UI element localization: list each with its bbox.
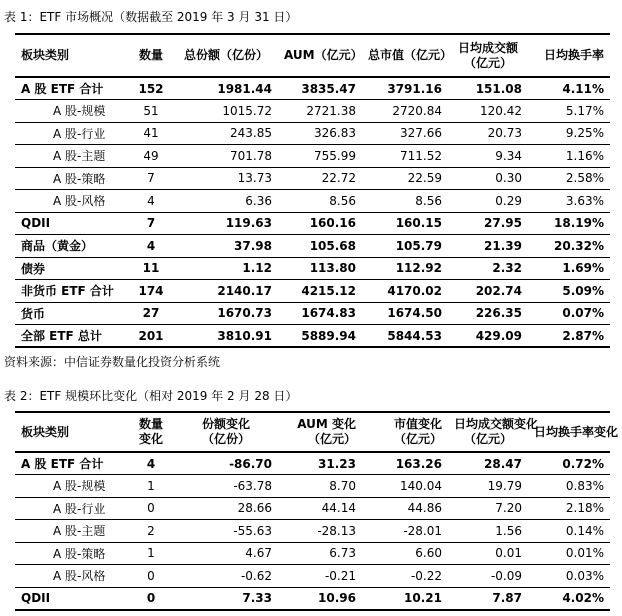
table-cell: 31.23 bbox=[318, 456, 356, 471]
table-row bbox=[15, 122, 610, 145]
table-cell: 1981.44 bbox=[217, 81, 272, 96]
table-cell: -0.09 bbox=[490, 568, 522, 583]
table-cell: 105.79 bbox=[395, 238, 442, 253]
row-label: 商品（黄金） bbox=[21, 239, 94, 254]
row-label: A 股-风格 bbox=[53, 569, 106, 584]
table-cell: -0.22 bbox=[410, 568, 442, 583]
col-header: AUM 变化 （亿元） bbox=[297, 417, 356, 446]
table-cell: 0.03% bbox=[565, 568, 604, 583]
table-row bbox=[15, 190, 610, 213]
table-cell: 10.96 bbox=[318, 591, 356, 605]
table-cell: 0 bbox=[147, 568, 155, 583]
col-header: 板块类别 bbox=[21, 424, 70, 439]
table-cell: -28.01 bbox=[403, 523, 442, 538]
table-cell: 105.68 bbox=[309, 238, 356, 253]
table-cell: 0 bbox=[146, 591, 156, 605]
table-cell: 113.80 bbox=[309, 261, 356, 276]
table-cell: 1.56 bbox=[495, 523, 522, 538]
row-label: A 股 ETF 合计 bbox=[21, 457, 104, 471]
table-row bbox=[15, 257, 610, 280]
table-cell: 119.63 bbox=[225, 216, 272, 231]
col-header: 日均换手率 bbox=[543, 48, 604, 62]
table-cell: 0.01 bbox=[495, 546, 522, 561]
table-cell: 327.66 bbox=[400, 126, 442, 141]
table-cell: 7.20 bbox=[495, 501, 522, 516]
table-row bbox=[15, 497, 610, 520]
table-cell: 0.83% bbox=[565, 478, 604, 493]
table-row bbox=[15, 100, 610, 123]
table-cell: 6.60 bbox=[415, 546, 442, 561]
table-cell: 2140.17 bbox=[217, 283, 272, 298]
row-label: A 股-主题 bbox=[53, 149, 106, 164]
table-cell: 1 bbox=[147, 478, 155, 493]
table-cell: 226.35 bbox=[475, 306, 522, 321]
table-cell: 3.63% bbox=[565, 193, 604, 208]
table-cell: 1 bbox=[147, 546, 155, 561]
table-cell: 1.12 bbox=[242, 261, 272, 276]
row-label: A 股-策略 bbox=[53, 171, 106, 186]
table-row bbox=[15, 565, 610, 588]
table-cell: 37.98 bbox=[234, 238, 272, 253]
table2-caption: 表 2：ETF 规模环比变化（相对 2019 年 2 月 28 日） bbox=[4, 389, 298, 403]
row-label: A 股-风格 bbox=[53, 194, 106, 209]
table-cell: 1670.73 bbox=[217, 306, 272, 321]
table-cell: 160.16 bbox=[309, 216, 356, 231]
table-cell: 19.79 bbox=[487, 478, 522, 493]
table-cell: 27 bbox=[142, 306, 160, 321]
table-cell: 163.26 bbox=[395, 456, 442, 471]
table-cell: 2.87% bbox=[562, 328, 604, 343]
table-cell: 51 bbox=[143, 103, 159, 118]
table-row bbox=[15, 452, 610, 475]
table-cell: 49 bbox=[143, 148, 159, 163]
row-label: 全部 ETF 总计 bbox=[21, 329, 102, 343]
table-cell: 28.66 bbox=[237, 501, 272, 516]
table-cell: 11 bbox=[142, 261, 160, 276]
table-row bbox=[15, 587, 610, 610]
table-cell: 28.47 bbox=[484, 456, 522, 471]
table-row bbox=[15, 145, 610, 168]
table-cell: 3810.91 bbox=[217, 328, 272, 343]
table1-source: 资料来源：中信证券数量化投资分析系统 bbox=[4, 355, 221, 369]
table-cell: 3791.16 bbox=[387, 81, 442, 96]
table-cell: 5889.94 bbox=[301, 328, 356, 343]
etf-size-change-table bbox=[15, 411, 619, 611]
table-cell: -55.63 bbox=[233, 523, 272, 538]
table-cell: 326.83 bbox=[314, 126, 356, 141]
col-header: 板块类别 bbox=[21, 48, 70, 62]
row-label: QDII bbox=[21, 216, 51, 231]
table-cell: 2721.38 bbox=[306, 103, 356, 118]
row-label: 债券 bbox=[21, 261, 46, 276]
table-cell: 0 bbox=[147, 501, 155, 516]
table-cell: 429.09 bbox=[475, 328, 522, 343]
table-cell: 4215.12 bbox=[301, 283, 356, 298]
col-header: 数量 变化 bbox=[138, 417, 163, 446]
table-cell: 4 bbox=[146, 456, 156, 471]
row-label: A 股-规模 bbox=[53, 479, 106, 494]
table-row bbox=[15, 475, 610, 498]
table-row bbox=[15, 167, 610, 190]
col-header: 日均成交额 （亿元） bbox=[457, 40, 518, 70]
table-cell: 18.19% bbox=[554, 216, 604, 231]
col-header: 市值变化 （亿元） bbox=[393, 417, 442, 446]
table-cell: 13.73 bbox=[237, 171, 272, 186]
table-cell: 4.02% bbox=[562, 591, 604, 605]
table-cell: 4170.02 bbox=[387, 283, 442, 298]
table-row bbox=[15, 212, 610, 235]
table-cell: 7 bbox=[147, 171, 155, 186]
row-label: 货币 bbox=[21, 306, 46, 321]
table-cell: 5844.53 bbox=[387, 328, 442, 343]
table-cell: 243.85 bbox=[230, 126, 272, 141]
table-cell: 21.39 bbox=[484, 238, 522, 253]
col-header: 份额变化 （亿份） bbox=[201, 417, 250, 446]
table-cell: 1.16% bbox=[565, 148, 604, 163]
table-cell: 8.56 bbox=[329, 193, 356, 208]
table-cell: 0.07% bbox=[562, 306, 604, 321]
table-cell: 7 bbox=[146, 216, 156, 231]
table-cell: 174 bbox=[138, 283, 164, 298]
table-cell: 201 bbox=[138, 328, 164, 343]
row-label: QDII bbox=[21, 591, 51, 605]
table-cell: 202.74 bbox=[475, 283, 522, 298]
table-cell: 0.01% bbox=[565, 546, 604, 561]
table-cell: 755.99 bbox=[314, 148, 356, 163]
table-cell: 2 bbox=[147, 523, 155, 538]
table-cell: 6.36 bbox=[245, 193, 272, 208]
table-cell: 22.59 bbox=[407, 171, 442, 186]
row-label: A 股 ETF 合计 bbox=[21, 82, 104, 96]
table-row bbox=[15, 77, 610, 100]
row-label: A 股-主题 bbox=[53, 524, 106, 539]
table-cell: 22.72 bbox=[321, 171, 356, 186]
col-header: 数量 bbox=[138, 48, 163, 62]
table-cell: 2.58% bbox=[565, 171, 604, 186]
table-cell: 4.67 bbox=[245, 546, 272, 561]
table-cell: 701.78 bbox=[230, 148, 272, 163]
col-header: 总份额（亿份） bbox=[183, 48, 268, 62]
col-header: 日均成交额变化 （亿元） bbox=[454, 417, 539, 446]
table-cell: 711.52 bbox=[400, 148, 442, 163]
table-cell: 152 bbox=[138, 81, 164, 96]
table-cell: -86.70 bbox=[229, 456, 272, 471]
table-cell: 3835.47 bbox=[301, 81, 356, 96]
table-cell: 44.86 bbox=[407, 501, 442, 516]
table-cell: 2720.84 bbox=[392, 103, 442, 118]
table-cell: 8.56 bbox=[415, 193, 442, 208]
table-cell: 0.72% bbox=[562, 456, 604, 471]
row-label: A 股-规模 bbox=[53, 104, 106, 119]
table-row bbox=[15, 520, 610, 543]
table-cell: 7.33 bbox=[242, 591, 272, 605]
col-header: 总市值（亿元） bbox=[368, 48, 453, 62]
col-header: AUM（亿元） bbox=[284, 48, 363, 62]
table-cell: 44.14 bbox=[321, 501, 356, 516]
table-cell: 41 bbox=[143, 126, 159, 141]
table-row bbox=[15, 542, 610, 565]
table-cell: 0.29 bbox=[495, 193, 522, 208]
table-cell: 7.87 bbox=[492, 591, 522, 605]
table-cell: 9.25% bbox=[565, 126, 604, 141]
table-cell: 120.42 bbox=[480, 103, 522, 118]
table-cell: 6.73 bbox=[329, 546, 356, 561]
table-cell: -63.78 bbox=[233, 478, 272, 493]
table-cell: 5.17% bbox=[565, 103, 604, 118]
table-cell: 2.32 bbox=[492, 261, 522, 276]
table-cell: 4.11% bbox=[562, 81, 604, 96]
table-cell: 8.70 bbox=[329, 478, 356, 493]
table-cell: 160.15 bbox=[395, 216, 442, 231]
row-label: 非货币 ETF 合计 bbox=[21, 284, 114, 299]
table-cell: 0.30 bbox=[495, 171, 522, 186]
table-cell: 27.95 bbox=[484, 216, 522, 231]
col-header: 日均换手率变化 bbox=[534, 424, 619, 439]
table-cell: -28.13 bbox=[317, 523, 356, 538]
table-cell: 4 bbox=[146, 238, 156, 253]
table-cell: 140.04 bbox=[400, 478, 442, 493]
table-row bbox=[15, 280, 610, 303]
table-cell: 9.34 bbox=[495, 148, 522, 163]
table-cell: 20.73 bbox=[487, 126, 522, 141]
table-cell: 1674.50 bbox=[387, 306, 442, 321]
table-cell: 1674.83 bbox=[301, 306, 356, 321]
table-row bbox=[15, 325, 610, 348]
table-cell: 1015.72 bbox=[222, 103, 272, 118]
row-label: A 股-行业 bbox=[53, 126, 106, 141]
row-label: A 股-行业 bbox=[53, 501, 106, 516]
table-cell: 112.92 bbox=[395, 261, 442, 276]
table-cell: 5.09% bbox=[562, 283, 604, 298]
table-row bbox=[15, 235, 610, 258]
table-cell: -0.62 bbox=[240, 568, 272, 583]
table-cell: -0.21 bbox=[324, 568, 356, 583]
table-cell: 10.21 bbox=[404, 591, 442, 605]
table-row bbox=[15, 302, 610, 325]
table-cell: 20.32% bbox=[554, 238, 604, 253]
table1-caption: 表 1：ETF 市场概况（数据截至 2019 年 3 月 31 日） bbox=[4, 10, 298, 24]
table-cell: 4 bbox=[147, 193, 155, 208]
table-header-row bbox=[15, 34, 610, 77]
table-cell: 151.08 bbox=[475, 81, 522, 96]
table-cell: 2.18% bbox=[565, 501, 604, 516]
table-cell: 1.69% bbox=[562, 261, 604, 276]
row-label: A 股-策略 bbox=[53, 546, 106, 561]
etf-market-overview-table bbox=[15, 33, 610, 348]
table-header-row bbox=[15, 412, 610, 452]
table-cell: 0.14% bbox=[565, 523, 604, 538]
